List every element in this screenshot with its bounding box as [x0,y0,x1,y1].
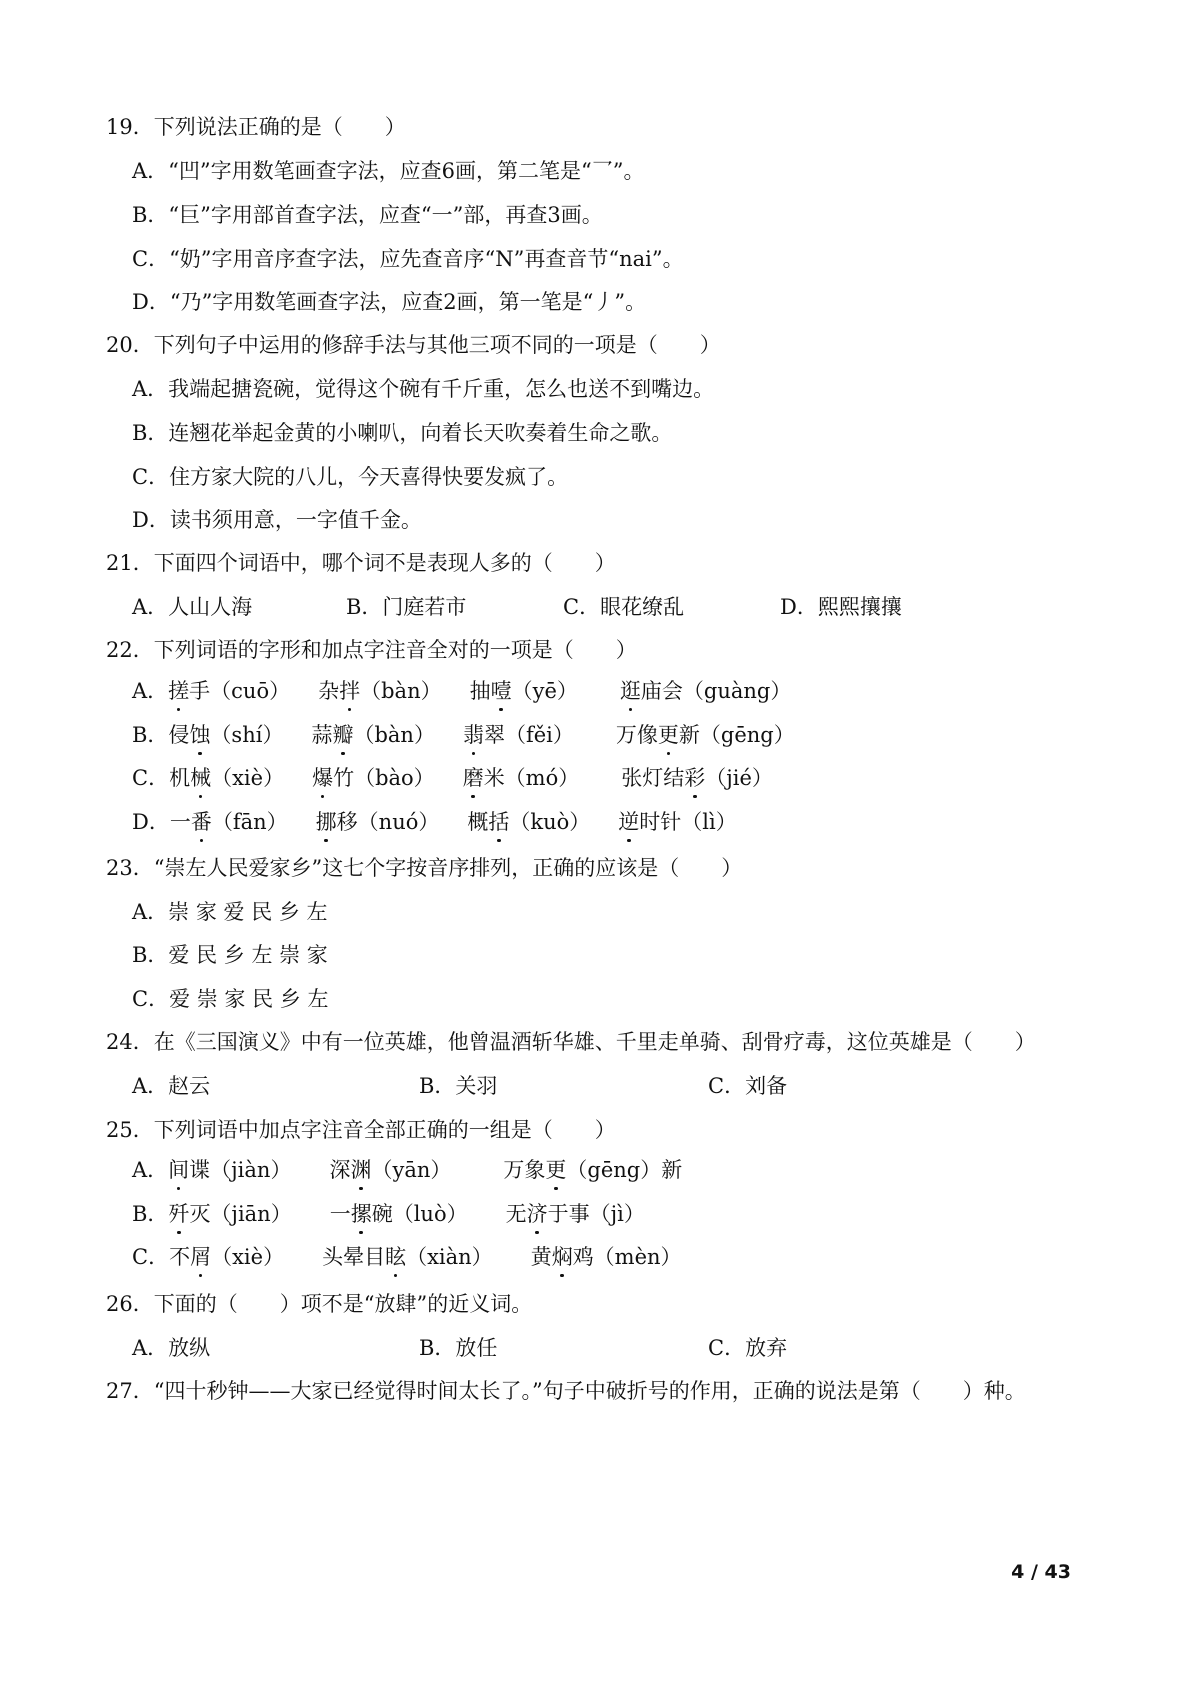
question-19-option-c: C．“奶”字用音序查字法，应先查音序“N”再查音节“nai”。 [132,247,684,271]
question-21-option-c: C．眼花缭乱 [563,595,685,619]
dotted-char: 眩 [385,1245,407,1269]
question-27-stem: 27．“四十秒钟——大家已经觉得时间太长了。”句子中破折号的作用，正确的说法是第（ ）种。 [106,1379,1026,1403]
question-21-option-d: D．熙熙攘攘 [780,595,902,619]
question-19-stem: 19．下列说法正确的是（ ） [106,115,406,139]
question-25-option-a: A．间谍（jiàn） 深渊（yān） 万象更（gēng）新 [132,1158,683,1182]
dotted-char: 歼 [168,1202,190,1226]
question-21-option-a: A．人山人海 [132,595,253,619]
question-20-option-c: C．住方家大院的八儿，今天喜得快要发疯了。 [132,465,569,489]
dotted-char: 括 [488,810,510,834]
dotted-char: 更 [657,723,679,747]
dotted-char: 更 [545,1158,567,1182]
question-23-stem: 23．“崇左人民爱家乡”这七个字按音序排列，正确的应该是（ ） [106,856,743,880]
question-22-option-b: B．侵蚀（shí） 蒜瓣（bàn） 翡翠（fěi） 万像更新（gēng） [132,723,795,747]
question-23-option-a: A．崇 家 爱 民 乡 左 [132,900,328,924]
question-23-option-b: B．爱 民 乡 左 崇 家 [132,943,328,967]
question-24-option-b: B．关羽 [419,1074,498,1098]
question-26-option-c: C．放弃 [708,1336,788,1360]
dotted-char: 械 [190,766,212,790]
question-25-option-b: B．歼灭（jiān） 一摞碗（luò） 无济于事（jì） [132,1202,645,1226]
dotted-char: 摞 [350,1202,372,1226]
question-20-option-a: A．我端起搪瓷碗，觉得这个碗有千斤重，怎么也送不到嘴边。 [132,377,715,401]
question-19-option-b: B．“巨”字用部首查字法，应查“一”部，再查3画。 [132,203,603,227]
dotted-char: 渊 [350,1158,372,1182]
question-24-stem: 24．在《三国演义》中有一位英雄，他曾温酒斩华雄、千里走单骑、刮骨疗毒，这位英雄是（ ） [106,1030,1036,1054]
question-20-option-b: B．连翘花举起金黄的小喇叭，向着长天吹奏着生命之歌。 [132,421,673,445]
question-23-option-c: C．爱 崇 家 民 乡 左 [132,987,329,1011]
question-22-option-c: C．机械（xiè） 爆竹（bào） 磨米（mó） 张灯结彩（jié） [132,766,773,790]
question-24-option-c: C．刘备 [708,1074,788,1098]
question-24-option-a: A．赵云 [132,1074,211,1098]
question-26-stem: 26．下面的（ ）项不是“放肆”的近义词。 [106,1292,533,1316]
question-26-option-b: B．放任 [419,1336,498,1360]
dotted-char: 挪 [315,810,337,834]
dotted-char: 逆 [618,810,640,834]
question-20-option-d: D．读书须用意，一字值千金。 [132,508,422,532]
dotted-char: 屑 [190,1245,212,1269]
dotted-char: 番 [190,810,212,834]
dotted-char: 翡 [462,723,484,747]
question-19-option-a: A．“凹”字用数笔画查字法，应查6画，第二笔是“乛”。 [132,159,645,183]
dotted-char: 蚀 [189,723,211,747]
dotted-char: 搓 [168,679,190,703]
dotted-char: 爆 [312,766,334,790]
question-21-option-b: B．门庭若市 [346,595,467,619]
question-21-stem: 21．下面四个词语中，哪个词不是表现人多的（ ） [106,551,616,575]
dotted-char: 彩 [684,766,706,790]
question-22-stem: 22．下列词语的字形和加点字注音全对的一项是（ ） [106,638,637,662]
question-25-stem: 25．下列词语中加点字注音全部正确的一组是（ ） [106,1118,616,1142]
dotted-char: 济 [526,1202,548,1226]
question-20-stem: 20．下列句子中运用的修辞手法与其他三项不同的一项是（ ） [106,333,721,357]
dotted-char: 逛 [619,679,641,703]
question-19-option-d: D．“乃”字用数笔画查字法，应查2画，第一笔是“丿”。 [132,290,647,314]
dotted-char: 噎 [490,679,512,703]
question-22-option-d: D．一番（fān） 挪移（nuó） 概括（kuò） 逆时针（lì） [132,810,737,834]
dotted-char: 拌 [339,679,361,703]
question-25-option-c: C．不屑（xiè） 头晕目眩（xiàn） 黄焖鸡（mèn） [132,1245,682,1269]
page-number: 4 / 43 [1011,1561,1071,1583]
dotted-char: 磨 [462,766,484,790]
dotted-char: 间 [168,1158,190,1182]
dotted-char: 瓣 [332,723,354,747]
question-26-option-a: A．放纵 [132,1336,211,1360]
question-22-option-a: A．搓手（cuō） 杂拌（bàn） 抽噎（yē） 逛庙会（guàng） [132,679,792,703]
dotted-char: 焖 [551,1245,573,1269]
